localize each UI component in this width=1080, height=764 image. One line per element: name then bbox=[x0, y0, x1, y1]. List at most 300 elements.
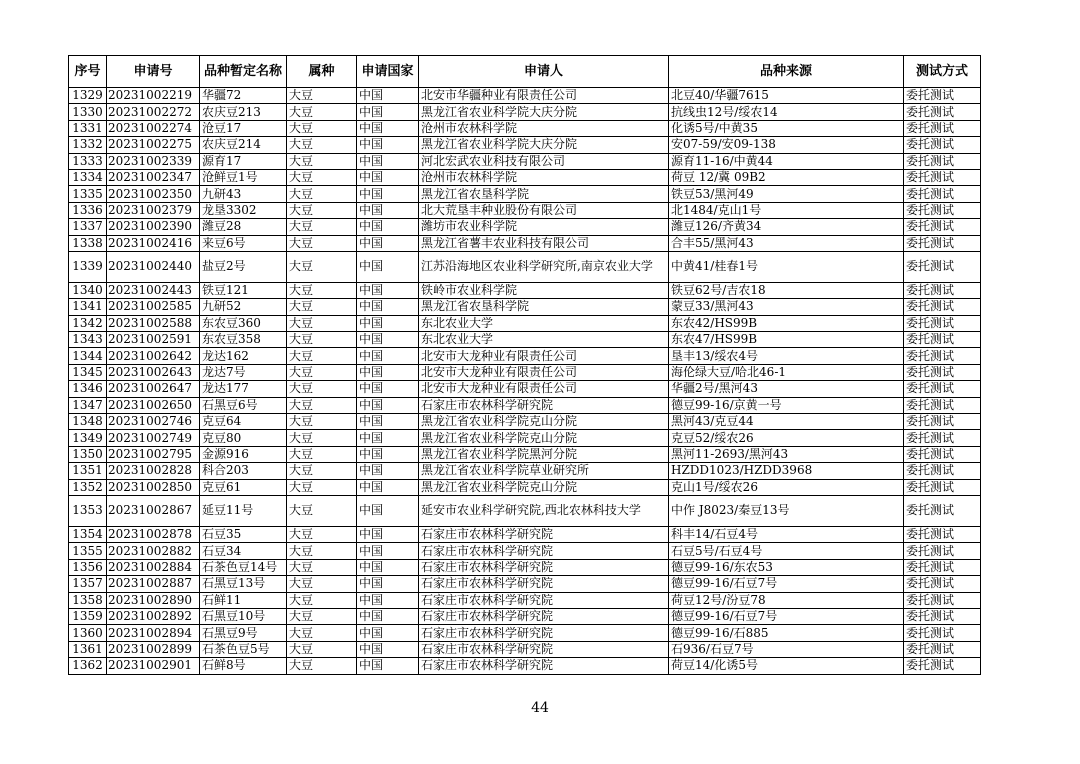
table-header-row bbox=[69, 56, 981, 88]
header-genus: 属种 bbox=[287, 56, 357, 88]
header-test-method: 测试方式 bbox=[904, 56, 981, 88]
table-row bbox=[69, 202, 981, 218]
variety-name-cell: 沧豆17 bbox=[200, 120, 287, 136]
country-cell: 中国 bbox=[357, 169, 419, 185]
variety-table bbox=[68, 55, 981, 675]
variety-source-cell: 垦丰13/绥农4号 bbox=[669, 348, 904, 364]
variety-name-cell: 盐豆2号 bbox=[200, 251, 287, 282]
applicant-cell: 黑龙江省农垦科学院 bbox=[419, 186, 669, 202]
application-no-cell: 20231002440 bbox=[107, 251, 200, 282]
country-cell: 中国 bbox=[357, 364, 419, 380]
applicant-cell: 石家庄市农林科学研究院 bbox=[419, 625, 669, 641]
test-method-cell: 委托测试 bbox=[904, 559, 981, 575]
applicant-cell: 北大荒垦丰种业股份有限公司 bbox=[419, 202, 669, 218]
seq-cell: 1352 bbox=[69, 479, 107, 495]
variety-name-cell: 龙达162 bbox=[200, 348, 287, 364]
seq-cell: 1338 bbox=[69, 235, 107, 251]
country-cell: 中国 bbox=[357, 332, 419, 348]
application-no-cell: 20231002899 bbox=[107, 641, 200, 657]
genus-cell: 大豆 bbox=[287, 479, 357, 495]
variety-source-cell: 德豆99-16/东农53 bbox=[669, 559, 904, 575]
applicant-cell: 石家庄市农林科学研究院 bbox=[419, 543, 669, 559]
variety-name-cell: 农庆豆214 bbox=[200, 137, 287, 153]
test-method-cell: 委托测试 bbox=[904, 608, 981, 624]
genus-cell: 大豆 bbox=[287, 186, 357, 202]
country-cell: 中国 bbox=[357, 625, 419, 641]
test-method-cell: 委托测试 bbox=[904, 235, 981, 251]
variety-source-cell: 化诱5号/中黄35 bbox=[669, 120, 904, 136]
application-no-cell: 20231002749 bbox=[107, 430, 200, 446]
test-method-cell: 委托测试 bbox=[904, 219, 981, 235]
application-no-cell: 20231002892 bbox=[107, 608, 200, 624]
test-method-cell: 委托测试 bbox=[904, 169, 981, 185]
country-cell: 中国 bbox=[357, 282, 419, 298]
table-row bbox=[69, 658, 981, 674]
seq-cell: 1346 bbox=[69, 381, 107, 397]
header-seq: 序号 bbox=[69, 56, 107, 88]
variety-name-cell: 源育17 bbox=[200, 153, 287, 169]
test-method-cell: 委托测试 bbox=[904, 186, 981, 202]
header-variety-source: 品种来源 bbox=[669, 56, 904, 88]
variety-source-cell: 德豆99-16/京黄一号 bbox=[669, 397, 904, 413]
applicant-cell: 东北农业大学 bbox=[419, 332, 669, 348]
test-method-cell: 委托测试 bbox=[904, 299, 981, 315]
variety-name-cell: 石茶色豆5号 bbox=[200, 641, 287, 657]
genus-cell: 大豆 bbox=[287, 446, 357, 462]
applicant-cell: 江苏沿海地区农业科学研究所,南京农业大学 bbox=[419, 251, 669, 282]
variety-name-cell: 石豆34 bbox=[200, 543, 287, 559]
seq-cell: 1334 bbox=[69, 169, 107, 185]
genus-cell: 大豆 bbox=[287, 251, 357, 282]
country-cell: 中国 bbox=[357, 479, 419, 495]
test-method-cell: 委托测试 bbox=[904, 479, 981, 495]
variety-source-cell: 铁豆62号/吉农18 bbox=[669, 282, 904, 298]
variety-source-cell: HZDD1023/HZDD3968 bbox=[669, 463, 904, 479]
variety-name-cell: 东农豆358 bbox=[200, 332, 287, 348]
header-application-no: 申请号 bbox=[107, 56, 200, 88]
variety-name-cell: 石鲜8号 bbox=[200, 658, 287, 674]
applicant-cell: 石家庄市农林科学研究院 bbox=[419, 576, 669, 592]
table-row bbox=[69, 137, 981, 153]
variety-source-cell: 石936/石豆7号 bbox=[669, 641, 904, 657]
test-method-cell: 委托测试 bbox=[904, 364, 981, 380]
test-method-cell: 委托测试 bbox=[904, 282, 981, 298]
seq-cell: 1361 bbox=[69, 641, 107, 657]
applicant-cell: 黑龙江省农业科学院克山分院 bbox=[419, 479, 669, 495]
application-no-cell: 20231002443 bbox=[107, 282, 200, 298]
country-cell: 中国 bbox=[357, 299, 419, 315]
genus-cell: 大豆 bbox=[287, 299, 357, 315]
genus-cell: 大豆 bbox=[287, 348, 357, 364]
table-row bbox=[69, 430, 981, 446]
applicant-cell: 铁岭市农业科学院 bbox=[419, 282, 669, 298]
application-no-cell: 20231002642 bbox=[107, 348, 200, 364]
applicant-cell: 沧州市农林科学院 bbox=[419, 120, 669, 136]
test-method-cell: 委托测试 bbox=[904, 104, 981, 120]
variety-source-cell: 中黄41/桂春1号 bbox=[669, 251, 904, 282]
country-cell: 中国 bbox=[357, 348, 419, 364]
table-row bbox=[69, 88, 981, 104]
country-cell: 中国 bbox=[357, 592, 419, 608]
seq-cell: 1332 bbox=[69, 137, 107, 153]
seq-cell: 1357 bbox=[69, 576, 107, 592]
table-row bbox=[69, 364, 981, 380]
variety-name-cell: 石黑豆13号 bbox=[200, 576, 287, 592]
variety-source-cell: 黑河43/克豆44 bbox=[669, 414, 904, 430]
seq-cell: 1337 bbox=[69, 219, 107, 235]
genus-cell: 大豆 bbox=[287, 219, 357, 235]
header-applicant: 申请人 bbox=[419, 56, 669, 88]
variety-source-cell: 华疆2号/黑河43 bbox=[669, 381, 904, 397]
genus-cell: 大豆 bbox=[287, 315, 357, 331]
country-cell: 中国 bbox=[357, 251, 419, 282]
variety-source-cell: 源育11-16/中黄44 bbox=[669, 153, 904, 169]
variety-source-cell: 克山1号/绥农26 bbox=[669, 479, 904, 495]
variety-source-cell: 荷豆14/化诱5号 bbox=[669, 658, 904, 674]
application-no-cell: 20231002647 bbox=[107, 381, 200, 397]
country-cell: 中国 bbox=[357, 137, 419, 153]
genus-cell: 大豆 bbox=[287, 137, 357, 153]
variety-source-cell: 德豆99-16/石豆7号 bbox=[669, 608, 904, 624]
application-no-cell: 20231002585 bbox=[107, 299, 200, 315]
table-row bbox=[69, 251, 981, 282]
variety-source-cell: 安07-59/安09-138 bbox=[669, 137, 904, 153]
application-no-cell: 20231002887 bbox=[107, 576, 200, 592]
test-method-cell: 委托测试 bbox=[904, 463, 981, 479]
application-no-cell: 20231002901 bbox=[107, 658, 200, 674]
variety-source-cell: 科丰14/石豆4号 bbox=[669, 526, 904, 542]
table-row bbox=[69, 282, 981, 298]
variety-source-cell: 北豆40/华疆7615 bbox=[669, 88, 904, 104]
seq-cell: 1362 bbox=[69, 658, 107, 674]
applicant-cell: 东北农业大学 bbox=[419, 315, 669, 331]
genus-cell: 大豆 bbox=[287, 430, 357, 446]
country-cell: 中国 bbox=[357, 641, 419, 657]
application-no-cell: 20231002416 bbox=[107, 235, 200, 251]
table-row bbox=[69, 641, 981, 657]
test-method-cell: 委托测试 bbox=[904, 430, 981, 446]
test-method-cell: 委托测试 bbox=[904, 202, 981, 218]
table-row bbox=[69, 543, 981, 559]
variety-name-cell: 华疆72 bbox=[200, 88, 287, 104]
genus-cell: 大豆 bbox=[287, 592, 357, 608]
variety-name-cell: 龙达177 bbox=[200, 381, 287, 397]
country-cell: 中国 bbox=[357, 397, 419, 413]
variety-name-cell: 九研43 bbox=[200, 186, 287, 202]
applicant-cell: 黑龙江省薯丰农业科技有限公司 bbox=[419, 235, 669, 251]
applicant-cell: 黑龙江省农业科学院草业研究所 bbox=[419, 463, 669, 479]
seq-cell: 1351 bbox=[69, 463, 107, 479]
genus-cell: 大豆 bbox=[287, 88, 357, 104]
variety-source-cell: 抗线虫12号/绥农14 bbox=[669, 104, 904, 120]
applicant-cell: 石家庄市农林科学研究院 bbox=[419, 559, 669, 575]
applicant-cell: 黑龙江省农业科学院克山分院 bbox=[419, 430, 669, 446]
genus-cell: 大豆 bbox=[287, 169, 357, 185]
variety-source-cell: 克豆52/绥农26 bbox=[669, 430, 904, 446]
country-cell: 中国 bbox=[357, 446, 419, 462]
table-row bbox=[69, 348, 981, 364]
seq-cell: 1333 bbox=[69, 153, 107, 169]
country-cell: 中国 bbox=[357, 526, 419, 542]
seq-cell: 1358 bbox=[69, 592, 107, 608]
genus-cell: 大豆 bbox=[287, 495, 357, 526]
seq-cell: 1359 bbox=[69, 608, 107, 624]
variety-name-cell: 龙达7号 bbox=[200, 364, 287, 380]
seq-cell: 1354 bbox=[69, 526, 107, 542]
application-no-cell: 20231002219 bbox=[107, 88, 200, 104]
applicant-cell: 石家庄市农林科学研究院 bbox=[419, 658, 669, 674]
application-no-cell: 20231002379 bbox=[107, 202, 200, 218]
application-no-cell: 20231002643 bbox=[107, 364, 200, 380]
header-variety-name: 品种暂定名称 bbox=[200, 56, 287, 88]
table-row bbox=[69, 235, 981, 251]
seq-cell: 1349 bbox=[69, 430, 107, 446]
genus-cell: 大豆 bbox=[287, 543, 357, 559]
test-method-cell: 委托测试 bbox=[904, 641, 981, 657]
genus-cell: 大豆 bbox=[287, 397, 357, 413]
application-no-cell: 20231002746 bbox=[107, 414, 200, 430]
variety-source-cell: 海伦绿大豆/哈北46-1 bbox=[669, 364, 904, 380]
variety-name-cell: 铁豆121 bbox=[200, 282, 287, 298]
table-row bbox=[69, 446, 981, 462]
country-cell: 中国 bbox=[357, 315, 419, 331]
genus-cell: 大豆 bbox=[287, 625, 357, 641]
genus-cell: 大豆 bbox=[287, 381, 357, 397]
variety-source-cell: 德豆99-16/石885 bbox=[669, 625, 904, 641]
variety-name-cell: 沧鲜豆1号 bbox=[200, 169, 287, 185]
table-row bbox=[69, 153, 981, 169]
applicant-cell: 河北宏武农业科技有限公司 bbox=[419, 153, 669, 169]
genus-cell: 大豆 bbox=[287, 120, 357, 136]
application-no-cell: 20231002828 bbox=[107, 463, 200, 479]
applicant-cell: 延安市农业科学研究院,西北农林科技大学 bbox=[419, 495, 669, 526]
seq-cell: 1330 bbox=[69, 104, 107, 120]
test-method-cell: 委托测试 bbox=[904, 543, 981, 559]
table-body bbox=[69, 88, 981, 675]
country-cell: 中国 bbox=[357, 430, 419, 446]
test-method-cell: 委托测试 bbox=[904, 315, 981, 331]
application-no-cell: 20231002884 bbox=[107, 559, 200, 575]
applicant-cell: 石家庄市农林科学研究院 bbox=[419, 397, 669, 413]
seq-cell: 1335 bbox=[69, 186, 107, 202]
genus-cell: 大豆 bbox=[287, 332, 357, 348]
seq-cell: 1348 bbox=[69, 414, 107, 430]
application-no-cell: 20231002588 bbox=[107, 315, 200, 331]
application-no-cell: 20231002882 bbox=[107, 543, 200, 559]
table-row bbox=[69, 104, 981, 120]
application-no-cell: 20231002591 bbox=[107, 332, 200, 348]
test-method-cell: 委托测试 bbox=[904, 153, 981, 169]
test-method-cell: 委托测试 bbox=[904, 137, 981, 153]
genus-cell: 大豆 bbox=[287, 658, 357, 674]
application-no-cell: 20231002850 bbox=[107, 479, 200, 495]
seq-cell: 1340 bbox=[69, 282, 107, 298]
applicant-cell: 潍坊市农业科学院 bbox=[419, 219, 669, 235]
application-no-cell: 20231002275 bbox=[107, 137, 200, 153]
application-no-cell: 20231002650 bbox=[107, 397, 200, 413]
application-no-cell: 20231002390 bbox=[107, 219, 200, 235]
variety-name-cell: 石豆35 bbox=[200, 526, 287, 542]
seq-cell: 1336 bbox=[69, 202, 107, 218]
applicant-cell: 北安市华疆种业有限责任公司 bbox=[419, 88, 669, 104]
seq-cell: 1343 bbox=[69, 332, 107, 348]
variety-name-cell: 石鲜11 bbox=[200, 592, 287, 608]
variety-name-cell: 延豆11号 bbox=[200, 495, 287, 526]
table-row bbox=[69, 559, 981, 575]
genus-cell: 大豆 bbox=[287, 526, 357, 542]
seq-cell: 1353 bbox=[69, 495, 107, 526]
table-row bbox=[69, 169, 981, 185]
variety-source-cell: 蒙豆33/黑河43 bbox=[669, 299, 904, 315]
country-cell: 中国 bbox=[357, 414, 419, 430]
genus-cell: 大豆 bbox=[287, 364, 357, 380]
application-no-cell: 20231002878 bbox=[107, 526, 200, 542]
test-method-cell: 委托测试 bbox=[904, 251, 981, 282]
country-cell: 中国 bbox=[357, 202, 419, 218]
seq-cell: 1350 bbox=[69, 446, 107, 462]
applicant-cell: 北安市大龙种业有限责任公司 bbox=[419, 364, 669, 380]
applicant-cell: 石家庄市农林科学研究院 bbox=[419, 641, 669, 657]
variety-name-cell: 来豆6号 bbox=[200, 235, 287, 251]
application-no-cell: 20231002339 bbox=[107, 153, 200, 169]
table-row bbox=[69, 625, 981, 641]
test-method-cell: 委托测试 bbox=[904, 332, 981, 348]
seq-cell: 1341 bbox=[69, 299, 107, 315]
genus-cell: 大豆 bbox=[287, 235, 357, 251]
test-method-cell: 委托测试 bbox=[904, 592, 981, 608]
applicant-cell: 北安市大龙种业有限责任公司 bbox=[419, 348, 669, 364]
applicant-cell: 黑龙江省农业科学院黑河分院 bbox=[419, 446, 669, 462]
seq-cell: 1355 bbox=[69, 543, 107, 559]
seq-cell: 1331 bbox=[69, 120, 107, 136]
test-method-cell: 委托测试 bbox=[904, 526, 981, 542]
variety-name-cell: 克豆80 bbox=[200, 430, 287, 446]
variety-name-cell: 石黑豆9号 bbox=[200, 625, 287, 641]
application-no-cell: 20231002347 bbox=[107, 169, 200, 185]
variety-name-cell: 石黑豆10号 bbox=[200, 608, 287, 624]
seq-cell: 1360 bbox=[69, 625, 107, 641]
country-cell: 中国 bbox=[357, 235, 419, 251]
test-method-cell: 委托测试 bbox=[904, 625, 981, 641]
test-method-cell: 委托测试 bbox=[904, 576, 981, 592]
page-number: 44 bbox=[531, 700, 549, 716]
table-row bbox=[69, 592, 981, 608]
table-row bbox=[69, 414, 981, 430]
country-cell: 中国 bbox=[357, 381, 419, 397]
country-cell: 中国 bbox=[357, 186, 419, 202]
table-row bbox=[69, 397, 981, 413]
test-method-cell: 委托测试 bbox=[904, 446, 981, 462]
seq-cell: 1347 bbox=[69, 397, 107, 413]
variety-name-cell: 金源916 bbox=[200, 446, 287, 462]
applicant-cell: 沧州市农林科学院 bbox=[419, 169, 669, 185]
table-row bbox=[69, 479, 981, 495]
variety-source-cell: 合丰55/黑河43 bbox=[669, 235, 904, 251]
table-row bbox=[69, 315, 981, 331]
table-row bbox=[69, 299, 981, 315]
variety-source-cell: 东农42/HS99B bbox=[669, 315, 904, 331]
genus-cell: 大豆 bbox=[287, 414, 357, 430]
applicant-cell: 石家庄市农林科学研究院 bbox=[419, 526, 669, 542]
variety-source-cell: 北1484/克山1号 bbox=[669, 202, 904, 218]
test-method-cell: 委托测试 bbox=[904, 381, 981, 397]
test-method-cell: 委托测试 bbox=[904, 120, 981, 136]
applicant-cell: 北安市大龙种业有限责任公司 bbox=[419, 381, 669, 397]
genus-cell: 大豆 bbox=[287, 576, 357, 592]
application-no-cell: 20231002894 bbox=[107, 625, 200, 641]
genus-cell: 大豆 bbox=[287, 153, 357, 169]
table-row bbox=[69, 186, 981, 202]
country-cell: 中国 bbox=[357, 463, 419, 479]
test-method-cell: 委托测试 bbox=[904, 397, 981, 413]
applicant-cell: 石家庄市农林科学研究院 bbox=[419, 592, 669, 608]
variety-name-cell: 农庆豆213 bbox=[200, 104, 287, 120]
table-row bbox=[69, 495, 981, 526]
application-no-cell: 20231002350 bbox=[107, 186, 200, 202]
country-cell: 中国 bbox=[357, 543, 419, 559]
country-cell: 中国 bbox=[357, 495, 419, 526]
table-row bbox=[69, 526, 981, 542]
country-cell: 中国 bbox=[357, 88, 419, 104]
variety-name-cell: 九研52 bbox=[200, 299, 287, 315]
country-cell: 中国 bbox=[357, 608, 419, 624]
variety-source-cell: 中作 J8023/秦豆13号 bbox=[669, 495, 904, 526]
variety-name-cell: 东农豆360 bbox=[200, 315, 287, 331]
applicant-cell: 石家庄市农林科学研究院 bbox=[419, 608, 669, 624]
seq-cell: 1342 bbox=[69, 315, 107, 331]
variety-name-cell: 石茶色豆14号 bbox=[200, 559, 287, 575]
seq-cell: 1345 bbox=[69, 364, 107, 380]
application-no-cell: 20231002274 bbox=[107, 120, 200, 136]
variety-name-cell: 克豆61 bbox=[200, 479, 287, 495]
variety-name-cell: 克豆64 bbox=[200, 414, 287, 430]
variety-name-cell: 石黑豆6号 bbox=[200, 397, 287, 413]
table-row bbox=[69, 120, 981, 136]
seq-cell: 1329 bbox=[69, 88, 107, 104]
test-method-cell: 委托测试 bbox=[904, 88, 981, 104]
country-cell: 中国 bbox=[357, 559, 419, 575]
genus-cell: 大豆 bbox=[287, 202, 357, 218]
variety-source-cell: 荷豆 12/冀 09B2 bbox=[669, 169, 904, 185]
variety-source-cell: 德豆99-16/石豆7号 bbox=[669, 576, 904, 592]
application-no-cell: 20231002867 bbox=[107, 495, 200, 526]
application-no-cell: 20231002272 bbox=[107, 104, 200, 120]
table-row bbox=[69, 576, 981, 592]
genus-cell: 大豆 bbox=[287, 641, 357, 657]
variety-source-cell: 石豆5号/石豆4号 bbox=[669, 543, 904, 559]
application-no-cell: 20231002890 bbox=[107, 592, 200, 608]
variety-name-cell: 龙垦3302 bbox=[200, 202, 287, 218]
applicant-cell: 黑龙江省农业科学院克山分院 bbox=[419, 414, 669, 430]
genus-cell: 大豆 bbox=[287, 282, 357, 298]
variety-source-cell: 铁豆53/黑河49 bbox=[669, 186, 904, 202]
genus-cell: 大豆 bbox=[287, 559, 357, 575]
table-row bbox=[69, 332, 981, 348]
seq-cell: 1339 bbox=[69, 251, 107, 282]
test-method-cell: 委托测试 bbox=[904, 658, 981, 674]
variety-name-cell: 科合203 bbox=[200, 463, 287, 479]
applicant-cell: 黑龙江省农业科学院大庆分院 bbox=[419, 137, 669, 153]
genus-cell: 大豆 bbox=[287, 608, 357, 624]
test-method-cell: 委托测试 bbox=[904, 414, 981, 430]
header-country: 申请国家 bbox=[357, 56, 419, 88]
variety-source-cell: 黑河11-2693/黑河43 bbox=[669, 446, 904, 462]
genus-cell: 大豆 bbox=[287, 463, 357, 479]
variety-source-cell: 荷豆12号/汾豆78 bbox=[669, 592, 904, 608]
test-method-cell: 委托测试 bbox=[904, 348, 981, 364]
variety-name-cell: 潍豆28 bbox=[200, 219, 287, 235]
seq-cell: 1356 bbox=[69, 559, 107, 575]
